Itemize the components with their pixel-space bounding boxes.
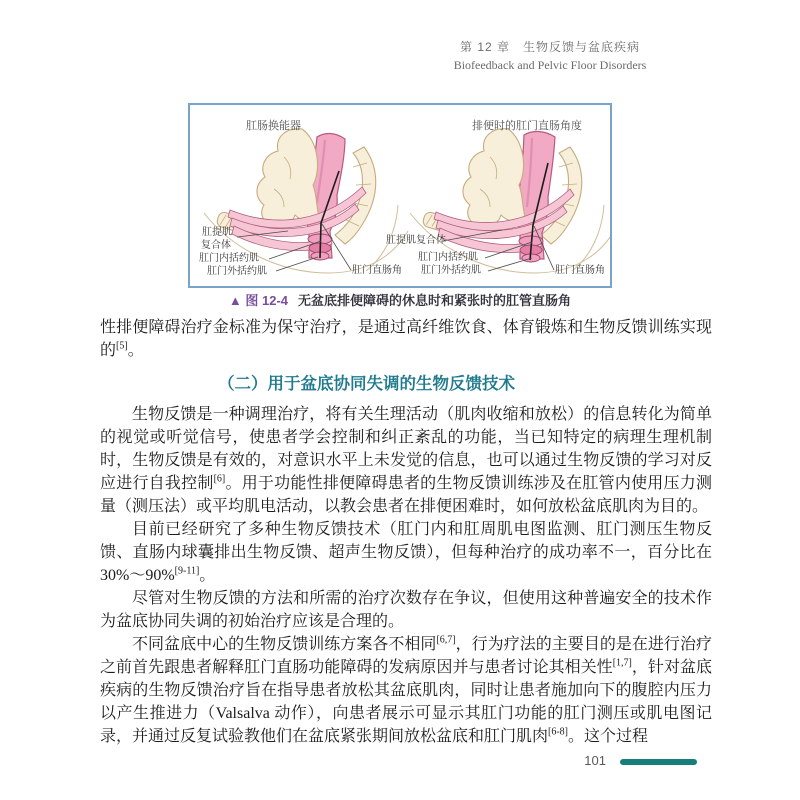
body-paragraph — [100, 316, 712, 362]
chapter-title-zh: 第 12 章 生物反馈与盆底疾病 — [459, 40, 641, 54]
reference-superscript: [6] — [213, 473, 226, 485]
body-paragraph — [100, 587, 712, 633]
anatomy-left-rest — [204, 129, 408, 273]
fig-right-title: 排便时的肛门直肠角度 — [472, 120, 582, 132]
fig-label-left-levator-2: 复合体 — [201, 240, 231, 251]
reference-superscript: [5] — [116, 340, 128, 352]
chapter-title-en: Biofeedback and Pelvic Floor Disorders — [453, 58, 647, 72]
figure-12-4 — [188, 103, 612, 288]
body-paragraph — [100, 633, 712, 748]
footer-accent-bar — [620, 759, 697, 765]
body-text: 生物反馈是一种调理治疗，将有关生理活动（肌肉收缩和放松）的信息转化为简单的视觉或听觉信号，使患者学会控制和纠正紊乱的功能，当已知特定的病理生理机制时，生物反馈是有效的，对意识水平上未发觉的信息，也可以通过生物反馈的学习对反应进行自我控制 — [100, 406, 712, 492]
reference-superscript: [9-11] — [174, 565, 200, 577]
body-paragraph — [100, 518, 712, 587]
figure-caption-text: 无盆底排便障碍的休息时和紧张时的肛管直肠角 — [298, 293, 572, 308]
figure-caption — [0, 290, 800, 309]
body-text: 。这个过程 — [568, 728, 649, 745]
fig-left-title: 肛肠换能器 — [246, 120, 301, 132]
fig-label-left-eas: 肛门外括约肌 — [207, 266, 267, 277]
fig-label-right-angle: 肛门直肠角 — [555, 265, 605, 276]
body-text: 尽管对生物反馈的方法和所需的治疗次数存在争议，但使用这种普遍安全的技术作为盆底协同失调的初始治疗应该是合理的。 — [100, 590, 712, 630]
fig-label-left-ias: 肛门内括约肌 — [199, 253, 259, 264]
fig-label-right-ias: 肛门内括约肌 — [418, 252, 478, 263]
body-text: 目前已经研究了多种生物反馈技术（肛门内和肛周肌电图监测、肛门测压生物反馈、直肠内球囊排出生物反馈、超声生物反馈），但每种治疗的成功率不一，百分比在30%～90% — [100, 521, 712, 584]
body-text: ，行为疗法的主要目的是在进行治疗之前首先跟患者解释肛门直肠功能障碍的发病原因并与患者讨论其相关性 — [100, 636, 712, 676]
page-number: 101 — [584, 753, 606, 768]
reference-superscript: [1,7] — [612, 657, 632, 669]
fig-label-left-levator-1: 肛提肌 — [202, 227, 232, 238]
article — [100, 316, 712, 748]
figure-number: ▲ 图 12-4 — [228, 293, 289, 308]
fig-label-left-angle: 肛门直肠角 — [352, 265, 402, 276]
body-paragraph — [100, 403, 712, 518]
fig-label-right-eas: 肛门外括约肌 — [421, 265, 481, 276]
reference-superscript: [6-8] — [548, 726, 569, 738]
reference-superscript: [6,7] — [436, 634, 456, 646]
body-text: ，针对盆底疾病的生物反馈治疗旨在指导患者放松其盆底肌肉，同时让患者施加向下的腹腔内压力以产生推进力（Valsalva 动作），向患者展示可显示其肛门功能的肛门测压或肌电图记录，并通过反复试验教他们在盆底紧张期间放松盆底和肛门肌肉 — [100, 659, 712, 745]
page-header — [410, 38, 690, 73]
body-text: 不同盆底中心的生物反馈训练方案各不相同 — [132, 636, 437, 653]
section-heading: （二）用于盆底协同失调的生物反馈技术 — [218, 375, 515, 393]
fig-label-right-levator: 肛提肌复合体 — [386, 235, 446, 246]
body-text: 。 — [199, 567, 216, 584]
body-text: 。用于功能性排便障碍患者的生物反馈训练涉及在肛管内使用压力测量（测压法）或平均肌电活动，以教会患者在排便困难时，如何放松盆底肌肉为目的。 — [100, 475, 712, 515]
body-text: 。 — [127, 342, 144, 359]
body-text: 性排便障碍治疗金标准为保守治疗，是通过高纤维饮食、体育锻炼和生物反馈训练实现的 — [100, 319, 712, 359]
